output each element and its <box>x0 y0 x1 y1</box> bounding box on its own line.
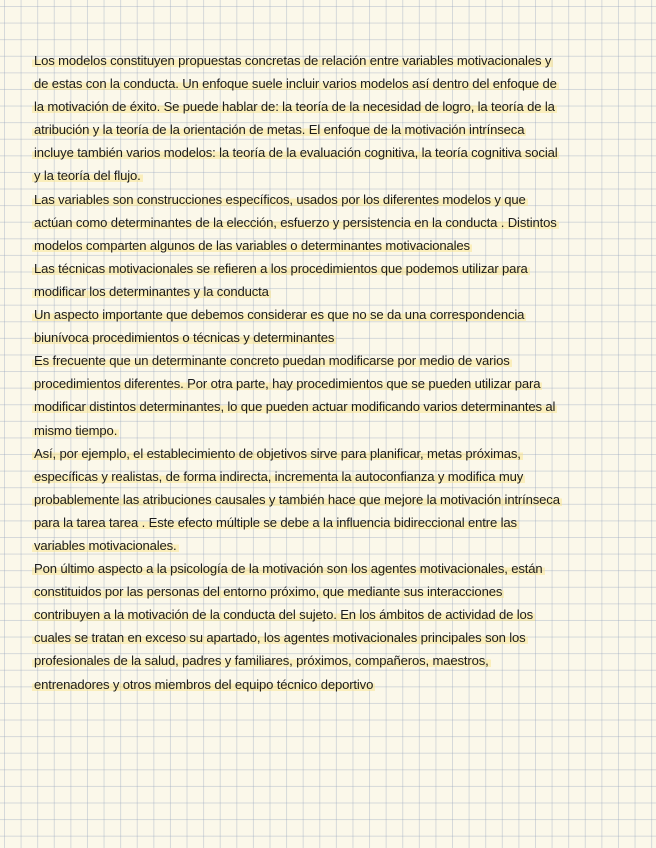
text-line: Los modelos constituyen propuestas concretas de relación entre variables motivacionales y <box>34 53 552 68</box>
text-line: Las técnicas motivacionales se refieren a los procedimientos que podemos utilizar para <box>34 260 528 276</box>
text-line: atribución y la teoría de la orientación de metas. El enfoque de la motivación intrínseca <box>34 122 525 138</box>
text-line: modificar los determinantes y la conducta <box>34 283 269 299</box>
paragraph-variables <box>34 188 624 257</box>
text-line: cuales se tratan en exceso su apartado, los agentes motivacionales principales son los <box>34 630 526 646</box>
paragraph-agents <box>34 557 624 696</box>
paragraph-correspondence <box>34 303 624 349</box>
text-line: contribuyen a la motivación de la conducta del sujeto. En los ámbitos de actividad de los <box>34 607 534 623</box>
text-line: para la tarea tarea . Este efecto múltiple se debe a la influencia bidireccional entre las <box>34 514 517 530</box>
text-line: la motivación de éxito. Se puede hablar de: la teoría de la necesidad de logro, la teoría de la <box>34 99 555 115</box>
text-line: mismo tiempo. <box>34 422 118 438</box>
text-line: procedimientos diferentes. Por otra parte, hay procedimientos que se pueden utilizar para <box>34 376 541 392</box>
text-line: Un aspecto importante que debemos considerar es que no se da una correspondencia <box>34 307 525 323</box>
text-line: variables motivacionales. <box>34 537 177 553</box>
text-line: Así, por ejemplo, el establecimiento de objetivos sirve para planificar, metas próximas, <box>34 445 521 461</box>
text-line: Es frecuente que un determinante concreto puedan modificarse por medio de varios <box>34 353 510 369</box>
text-line: entrenadores y otros miembros del equipo técnico deportivo <box>34 676 374 692</box>
text-line: actúan como determinantes de la elección, esfuerzo y persistencia en la conducta . Distintos <box>34 214 557 230</box>
text-line: de estas con la conducta. Un enfoque suele incluir varios modelos así dentro del enfoque de <box>34 76 557 92</box>
text-line: probablemente las atribuciones causales y también hace que mejore la motivación intrínseca <box>34 491 560 507</box>
text-line: modelos comparten algunos de las variables o determinantes motivacionales <box>34 237 470 253</box>
paragraph-techniques <box>34 257 624 303</box>
note-page <box>34 49 624 696</box>
text-line: biunívoca procedimientos o técnicas y determinantes <box>34 330 335 346</box>
paragraph-models <box>34 49 624 188</box>
text-line: profesionales de la salud, padres y familiares, próximos, compañeros, maestros, <box>34 653 489 669</box>
paragraph-procedures <box>34 349 624 441</box>
text-line: incluye también varios modelos: la teoría de la evaluación cognitiva, la teoría cognitiva social <box>34 145 558 161</box>
text-line: y la teoría del flujo. <box>34 168 141 184</box>
text-line: constituidos por las personas del entorno próximo, que mediante sus interacciones <box>34 584 503 600</box>
text-line: específicas y realistas, de forma indirecta, incrementa la autoconfianza y modifica muy <box>34 468 524 484</box>
text-line: Pon último aspecto a la psicología de la motivación son los agentes motivacionales, están <box>34 561 543 577</box>
paragraph-example <box>34 442 624 557</box>
text-line: modificar distintos determinantes, lo que pueden actuar modificando varios determinantes al <box>34 399 556 415</box>
text-line: Las variables son construcciones específicos, usados por los diferentes modelos y que <box>34 191 526 207</box>
